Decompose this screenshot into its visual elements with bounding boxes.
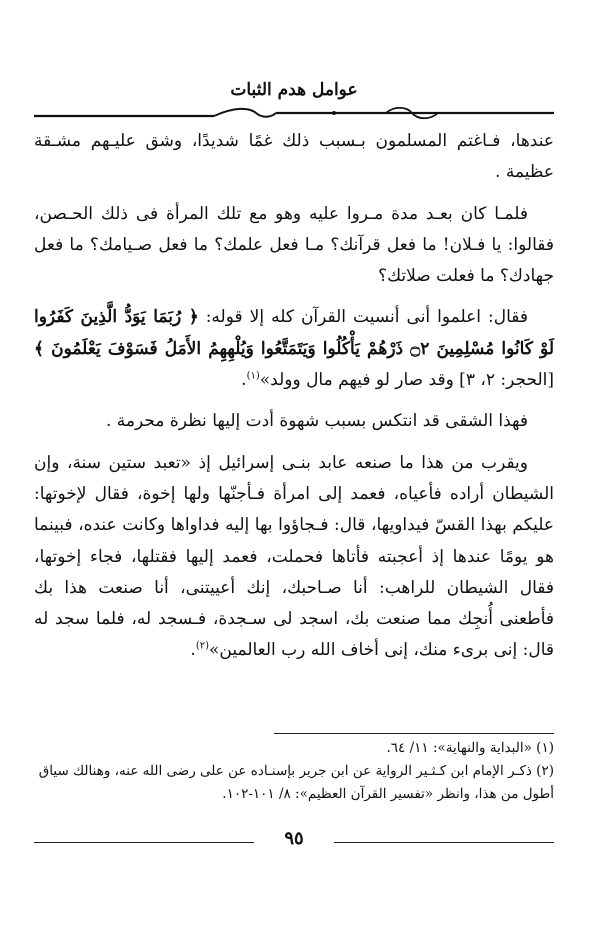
footnote-1: (١) «البداية والنهاية»: ١١/ ٦٤. bbox=[386, 740, 554, 756]
running-header bbox=[34, 80, 554, 100]
footnotes bbox=[34, 737, 554, 806]
footnote-ref-2: (٢) bbox=[195, 640, 210, 652]
paragraph-5-text: ويقرب من هذا ما صنعه عابد بنـى إسرائيل إذ «تعبد ستين سنة، وإن الشيطان أراده فأعياه، فعمد إلى امرأة فـأجنّها ولها إخوة، فقال لإخوتها: عليكم بهذا القسّ فيداويها، قال: فـجاؤوا بها إليه فداواها وكانت عنده، فبينما هو يومًا عندها إذ أعجبته فأتاها فحملت، فعمد إليها فقتلها، فجاء إخوتها، فقال الشيطان للراهب: أنا صـاحبك، إنك أعييتنى، أنا صنعت هذا بك فأطعنى أُنجِك مما صنعت بك، اسجد لى سـجدة، فـسجد له، فلما سجد له قال: إنى برىء منك، إنى أخاف الله رب العالمين» bbox=[34, 452, 554, 661]
quran-reference: [الحجر: ٢، ٣] وقد صار لو فيهم مال وولد» bbox=[259, 370, 554, 391]
page-number: ٩٥ bbox=[284, 828, 304, 849]
paragraph-3-intro: فقال: اعلموا أنى أنسيت القرآن كله إلا قوله: bbox=[205, 307, 529, 328]
paragraph-5: ويقرب من هذا ما صنعه عابد بنـى إسرائيل إذ «تعبد ستين سنة، وإن الشيطان أراده فأعياه، فعمد إلى امرأة فـأجنّها ولها إخوة، فقال لإخوتها: عليكم بهذا القسّ فيداويها، قال: فـجاؤوا بها إليه فداواها وكانت عنده، فبينما هو يومًا عندها إذ أعجبته فأتاها فحملت، فعمد إليها فقتلها، فجاء إخوتها، فقال الشيطان للراهب: أنا صـاحبك، إنك أعييتنى، أنا صنعت هذا بك فأطعنى أُنجِك مما صنعت بك، اسجد لى سـجدة، فـسجد له، فلما سجد له قال: إنى برىء منك، إنى أخاف الله رب العالمين»$^{(٢)}$. bbox=[34, 452, 554, 661]
paragraph-4: فهذا الشقى قد انتكس بسبب شهوة أدت إليها نظرة محرمة . bbox=[105, 411, 528, 432]
book-page bbox=[34, 0, 554, 928]
page-footer bbox=[34, 828, 554, 858]
header-ornament-rule bbox=[34, 104, 554, 126]
footnote-separator bbox=[274, 733, 554, 734]
paragraph-3: فقال: اعلموا أنى أنسيت القرآن كله إلا قوله: ﴿ رُبَمَا يَوَدُّ الَّذِينَ كَفَرُوا لَوْ كَانُوا مُسْلِمِينَ ۝٢ ذَرْهُمْ يَأْكُلُوا وَيَتَمَتَّعُوا وَيُلْهِهِمُ الأَمَلُ فَسَوْفَ يَعْلَمُونَ ﴾ [الحجر: ٢، ٣] وقد صار لو فيهم مال وولد»$^{(١)}$. bbox=[34, 307, 555, 391]
paragraph-1: عندها، فـاغتم المسلمون بـسبب ذلك غمًا شديدًا، وشق عليـهم مشـقة عظيمة . bbox=[34, 131, 554, 183]
footnote-ref-1: (١) bbox=[246, 370, 260, 382]
body-text bbox=[34, 126, 554, 667]
chapter-title: عوامل هدم الثبات bbox=[230, 80, 358, 100]
quran-verse: ﴿ رُبَمَا يَوَدُّ الَّذِينَ كَفَرُوا لَوْ كَانُوا مُسْلِمِينَ ۝٢ ذَرْهُمْ يَأْكُلُوا وَيَتَمَتَّعُوا وَيُلْهِهِمُ الأَمَلُ فَسَوْفَ يَعْلَمُونَ ﴾ bbox=[34, 307, 555, 359]
paragraph-2: فلمـا كان بعـد مدة مـروا عليه وهو مع تلك المرأة فى ذلك الحـصن، فقالوا: يا فـلان! ما فعل قرآنك؟ مـا فعل علمك؟ ما فعل صـيامك؟ ما فعل جهادك؟ ما فعلت صلاتك؟ bbox=[34, 203, 554, 287]
footnote-2: (٢) ذكـر الإمام ابن كـثـير الرواية عن ابن جرير بإسنـاده عن على رضى الله عنه، وهنالك سياق أطول من هذا، وانظر «تفسير القرآن العظيم»: ٨/ ١٠١-١٠٢. bbox=[38, 763, 554, 802]
